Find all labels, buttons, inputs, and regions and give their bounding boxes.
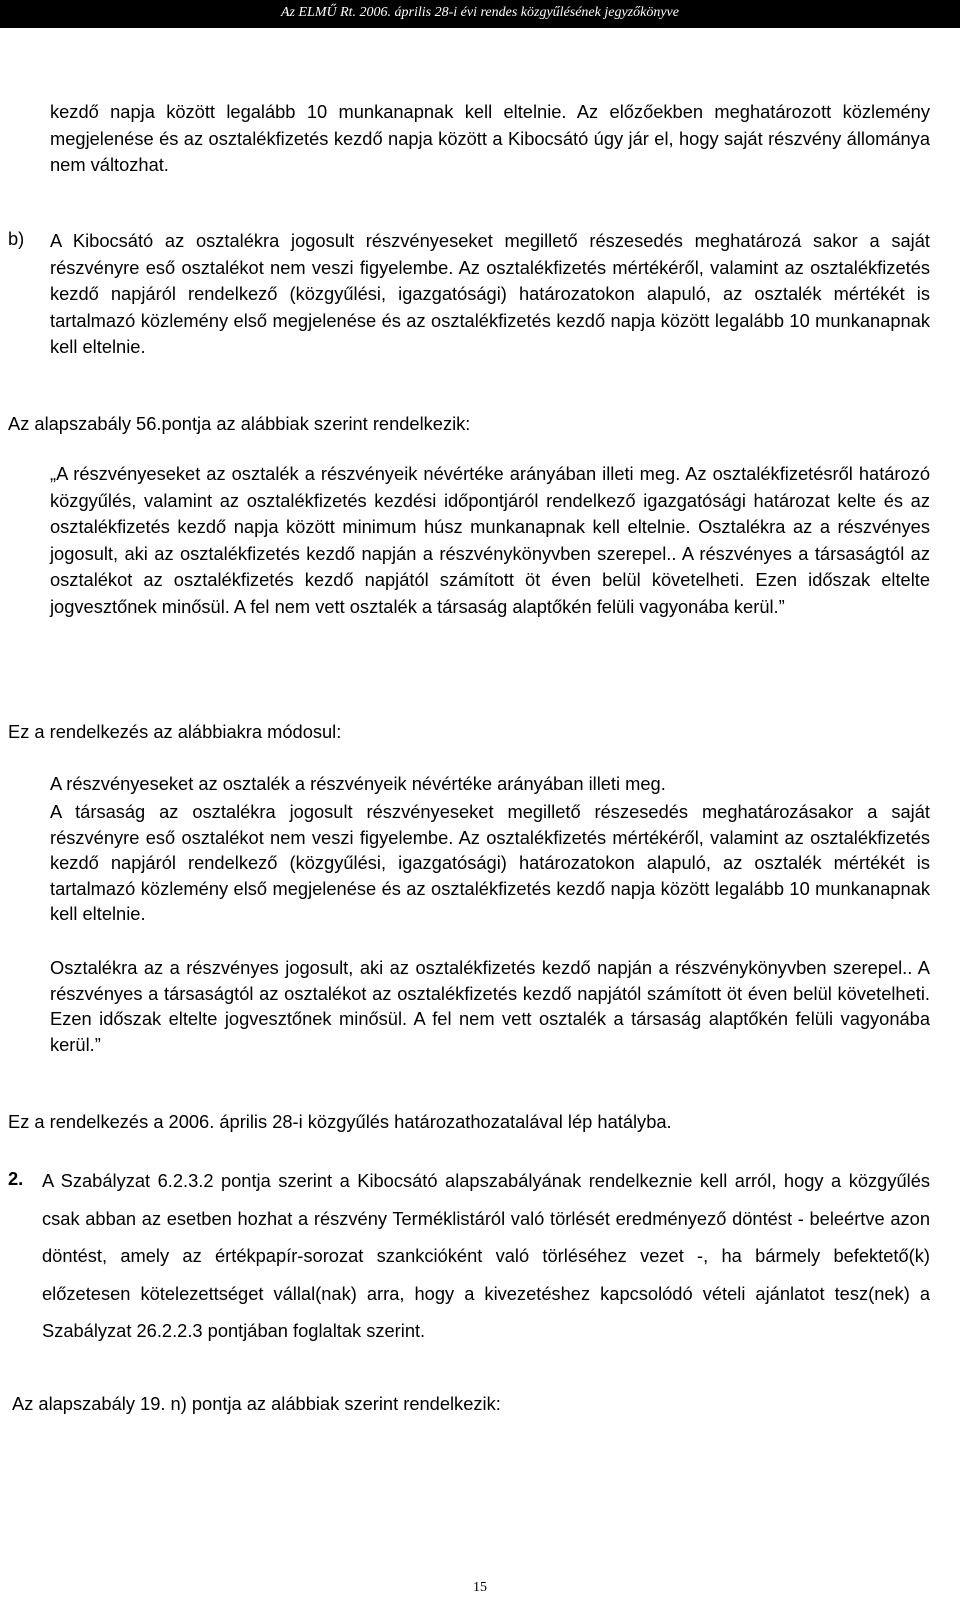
page-number: 15 bbox=[473, 1580, 487, 1595]
modification-line-1: A részvényeseket az osztalék a részvényeik névértéke arányában illeti meg. bbox=[50, 773, 666, 794]
document-header bbox=[0, 0, 960, 28]
item-b-paragraph: A Kibocsátó az osztalékra jogosult részvényeseket megillető részesedés meghatározá sakor a saját részvényre eső osztalékot nem veszi figyelembe. Az osztalékfizetés mértékéről, valamint az osztalékfizetés kezdő napjáról rendelkező (közgyűlési, igazgatósági) határozatokon alapuló, az osztalék mértékét is tartalmazó közlemény első megjelenése és az osztalékfizetés kezdő napja között legalább 10 munkanapnak kell eltelnie. bbox=[50, 230, 930, 357]
modification-paragraph-2: A társaság az osztalékra jogosult részvényeseket megillető részesedés meghatározásakor a saját részvényre eső osztalékot nem veszi figyelembe. Az osztalékfizetés mértékéről, valamint az osztalékfizetés kezdő napjáról rendelkező (közgyűlési, igazgatósági) határozatokon alapuló, az osztalék mértékét is tartalmazó közlemény első megjelenése és az osztalékfizetés kezdő napja között legalább 10 munkanapnak kell eltelnie. bbox=[50, 801, 930, 925]
effective-date-statement: Ez a rendelkezés a 2006. április 28-i közgyűlés határozathozatalával lép hatályba. bbox=[8, 1111, 672, 1132]
section-56-intro: Az alapszabály 56.pontja az alábbiak szerint rendelkezik: bbox=[8, 413, 471, 434]
modification-intro: Ez a rendelkezés az alábbiakra módosul: bbox=[8, 721, 342, 742]
header-title: Az ELMŰ Rt. 2006. április 28-i évi rendes közgyűlésének jegyzőkönyve bbox=[281, 5, 679, 20]
item-b-label: b) bbox=[8, 228, 25, 249]
item-2-number: 2. bbox=[8, 1168, 24, 1189]
continuation-paragraph: kezdő napja között legalább 10 munkanapnak kell eltelnie. Az előzőekben meghatározott közlemény megjelenése és az osztalékfizetés kezdő napja között a Kibocsátó úgy jár el, hogy saját részvény állománya nem változhat. bbox=[50, 101, 930, 175]
modification-paragraph-3: Osztalékra az a részvényes jogosult, aki az osztalékfizetés kezdő napján a részvénykönyvben szerepel.. A részvényes a társaságtól az osztalékot az osztalékfizetés kezdő napjától számított öt éven belül követelheti. Ezen időszak eltelte jogvesztőnek minősül. A fel nem vett osztalék a társaság alaptőkén felüli vagyonába kerül.” bbox=[50, 957, 930, 1055]
item-2-paragraph: A Szabályzat 6.2.3.2 pontja szerint a Kibocsátó alapszabályának rendelkeznie kell arról, hogy a közgyűlés csak abban az esetben hozhat a részvény Terméklistáról való törlését eredményező döntést - beleértve azon döntést, amely az értékpapír-sorozat szankcióként való törléséhez vezet -, ha bármely befektető(k) előzetesen kötelezettséget vállal(nak) arra, hogy a kivezetéshez kapcsolódó vételi ajánlatot tesz(nek) a Szabályzat 26.2.2.3 pontjában foglaltak szerint. bbox=[42, 1170, 930, 1341]
section-56-quote: „A részvényeseket az osztalék a részvényeik névértéke arányában illeti meg. Az osztalékfizetésről határozó közgyűlés, valamint az osztalékfizetés kezdési időpontjáról rendelkező igazgatósági határozat kelte és az osztalékfizetés kezdő napja között minimum húsz munkanapnak kell eltelnie. Osztalékra az a részvényes jogosult, aki az osztalékfizetés kezdő napján a részvénykönyvben szerepel.. A részvényes a társaságtól az osztalékot az osztalékfizetés kezdő napjától számított öt éven belül követelheti. Ezen időszak eltelte jogvesztőnek minősül. A fel nem vett osztalék a társaság alaptőkén felüli vagyonába kerül.” bbox=[50, 463, 930, 617]
section-19-intro: Az alapszabály 19. n) pontja az alábbiak szerint rendelkezik: bbox=[12, 1393, 501, 1414]
